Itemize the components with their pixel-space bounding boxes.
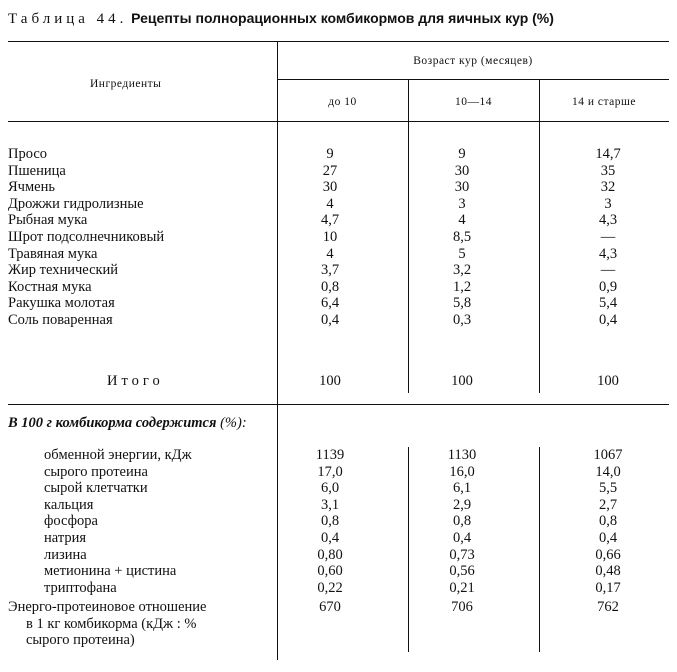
nutrient-name: фосфора xyxy=(44,513,98,530)
cell-value: 1067 xyxy=(593,447,623,463)
energy-ratio-value-3: 762 xyxy=(597,599,619,615)
header-ingredients: Ингредиенты xyxy=(90,78,162,90)
cell-value: 1130 xyxy=(447,447,477,463)
cell-value: 14,0 xyxy=(595,463,621,480)
cell-value: 0,3 xyxy=(452,311,472,328)
cell-value: 30 xyxy=(454,179,470,196)
ingredient-name: Шрот подсолнечниковый xyxy=(8,228,165,245)
nutrients-col-1 xyxy=(300,447,360,596)
cell-value: 6,0 xyxy=(320,480,340,497)
cell-value: 0,56 xyxy=(449,563,475,580)
total-value-2: 100 xyxy=(451,373,473,389)
energy-ratio-label xyxy=(8,599,207,649)
ingredient-name: Просо xyxy=(8,146,48,162)
cell-value: 0,4 xyxy=(598,529,618,546)
cell-value: 1139 xyxy=(315,447,345,463)
ingredients-col-2 xyxy=(432,146,492,329)
total-label: Итого xyxy=(107,373,164,389)
total-value-3: 100 xyxy=(597,373,619,389)
ingredient-name: Ракушка молотая xyxy=(8,295,115,312)
content-heading-text: В 100 г комбикорма содержится xyxy=(8,415,217,431)
cell-value: 0,22 xyxy=(317,579,343,596)
cell-value: — xyxy=(600,262,616,279)
cell-value: 9 xyxy=(326,146,334,162)
ingredient-name: Травяная мука xyxy=(8,245,98,262)
cell-value: 4 xyxy=(326,245,334,262)
ingredients-list xyxy=(8,146,164,329)
energy-ratio-value-1: 670 xyxy=(319,599,341,615)
cell-value: 0,8 xyxy=(452,513,472,530)
ingredient-name: Жир технический xyxy=(8,262,119,279)
cell-value: 6,1 xyxy=(452,480,472,497)
cell-value: 2,7 xyxy=(598,496,618,513)
cell-value: 5 xyxy=(458,245,466,262)
column-divider-2 xyxy=(408,121,409,393)
ingredients-col-3 xyxy=(578,146,638,329)
cell-value: 27 xyxy=(322,162,338,179)
lower-divider-2 xyxy=(408,447,409,652)
cell-value: 0,66 xyxy=(595,546,621,563)
cell-value: 0,8 xyxy=(598,513,618,530)
cell-value: 2,9 xyxy=(452,496,472,513)
cell-value: 8,5 xyxy=(452,228,472,245)
cell-value: 0,8 xyxy=(320,278,340,295)
content-heading xyxy=(8,415,247,432)
ingredient-name: Ячмень xyxy=(8,179,55,196)
cell-value: 14,7 xyxy=(595,146,621,162)
cell-value: 30 xyxy=(322,179,338,196)
cell-value: 0,17 xyxy=(595,579,621,596)
ingredient-name: Костная мука xyxy=(8,278,92,295)
cell-value: 5,5 xyxy=(598,480,618,497)
total-bottom-rule xyxy=(8,404,669,405)
header-bottom-rule xyxy=(8,121,669,122)
ingredient-name: Рыбная мука xyxy=(8,212,88,229)
cell-value: 35 xyxy=(600,162,616,179)
energy-ratio-line2: в 1 кг комбикорма (кДж : % xyxy=(26,615,197,632)
cell-value: 6,4 xyxy=(320,295,340,312)
header-sub-rule xyxy=(277,79,669,80)
nutrient-name: лизина xyxy=(44,546,87,563)
ingredients-col-1 xyxy=(300,146,360,329)
top-rule xyxy=(8,41,669,42)
cell-value: 5,8 xyxy=(452,295,472,312)
total-value-1: 100 xyxy=(319,373,341,389)
nutrient-name: сырого протеина xyxy=(44,463,148,480)
lower-divider-3 xyxy=(539,447,540,652)
cell-value: 4 xyxy=(458,212,466,229)
nutrients-list xyxy=(44,447,192,596)
cell-value: 0,4 xyxy=(320,311,340,328)
cell-value: 0,4 xyxy=(320,529,340,546)
column-divider-1 xyxy=(277,42,278,660)
nutrients-col-2 xyxy=(432,447,492,596)
cell-value: 0,73 xyxy=(449,546,475,563)
cell-value: 10 xyxy=(322,228,338,245)
cell-value: 9 xyxy=(458,146,466,162)
cell-value: 1,2 xyxy=(452,278,472,295)
cell-value: 30 xyxy=(454,162,470,179)
ingredient-name: Пшеница xyxy=(8,162,66,179)
cell-value: 4,3 xyxy=(598,212,618,229)
table-label: Таблица 44. xyxy=(8,11,128,27)
ingredient-name: Соль поваренная xyxy=(8,311,113,328)
cell-value: 4 xyxy=(326,195,334,212)
energy-ratio-line1: Энерго-протеиновое отношение xyxy=(8,599,207,615)
cell-value: 4,7 xyxy=(320,212,340,229)
nutrient-name: кальция xyxy=(44,496,94,513)
header-col-2: 10—14 xyxy=(455,96,492,108)
cell-value: 3 xyxy=(458,195,466,212)
table-caption: Рецепты полнорационных комбикормов для яичных кур (%) xyxy=(131,10,554,26)
nutrient-name: натрия xyxy=(44,529,87,546)
cell-value: 0,8 xyxy=(320,513,340,530)
cell-value: 0,9 xyxy=(598,278,618,295)
nutrient-name: обменной энергии, кДж xyxy=(44,447,192,463)
energy-ratio-value-2: 706 xyxy=(451,599,473,615)
cell-value: 4,3 xyxy=(598,245,618,262)
energy-ratio-line3: сырого протеина) xyxy=(26,632,135,649)
cell-value: 3,1 xyxy=(320,496,340,513)
cell-value: 17,0 xyxy=(317,463,343,480)
cell-value: 3,2 xyxy=(452,262,472,279)
ingredient-name: Дрожжи гидролизные xyxy=(8,195,144,212)
header-col-1: до 10 xyxy=(328,96,357,108)
cell-value: 0,21 xyxy=(449,579,475,596)
cell-value: — xyxy=(600,228,616,245)
nutrient-name: метионина + цистина xyxy=(44,563,177,580)
nutrient-name: сырой клетчатки xyxy=(44,480,148,497)
cell-value: 0,80 xyxy=(317,546,343,563)
cell-value: 0,48 xyxy=(595,563,621,580)
header-col-3: 14 и старше xyxy=(572,96,636,108)
cell-value: 32 xyxy=(600,179,616,196)
cell-value: 3 xyxy=(604,195,612,212)
cell-value: 16,0 xyxy=(449,463,475,480)
cell-value: 3,7 xyxy=(320,262,340,279)
cell-value: 5,4 xyxy=(598,295,618,312)
content-heading-suffix: (%): xyxy=(220,415,247,431)
cell-value: 0,4 xyxy=(598,311,618,328)
header-age-group: Возраст кур (месяцев) xyxy=(413,55,533,67)
nutrient-name: триптофана xyxy=(44,579,117,596)
cell-value: 0,60 xyxy=(317,563,343,580)
column-divider-3 xyxy=(539,121,540,393)
table-title xyxy=(8,10,554,28)
cell-value: 0,4 xyxy=(452,529,472,546)
nutrients-col-3 xyxy=(578,447,638,596)
